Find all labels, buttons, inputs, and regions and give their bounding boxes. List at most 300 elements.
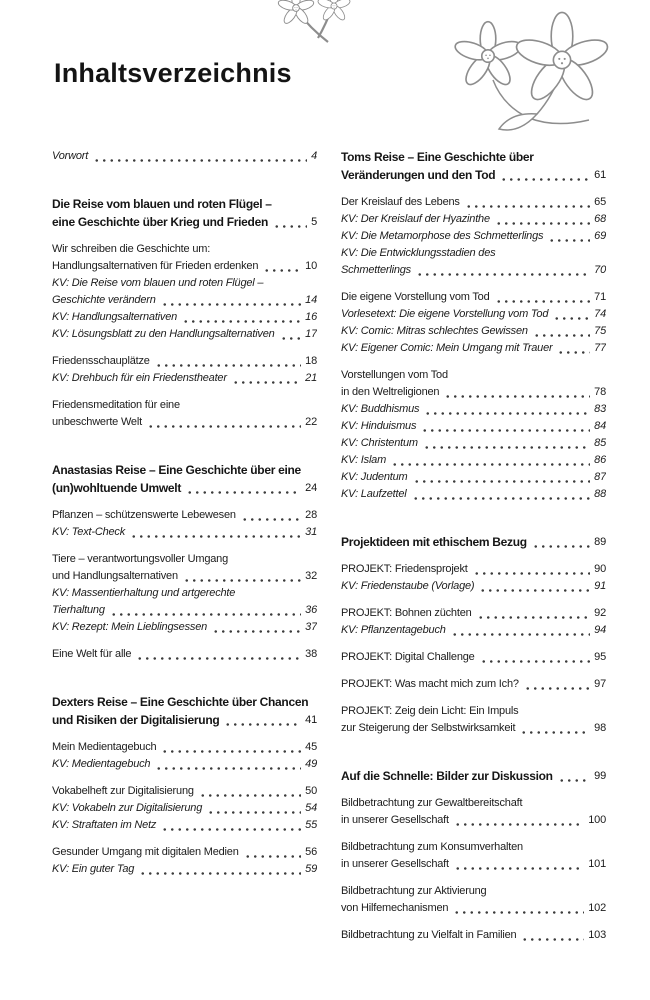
- toc-group: [52, 507, 317, 541]
- entry-text: KV: Ein guter Tag: [52, 863, 135, 875]
- dot-leader: [197, 783, 303, 800]
- toc-entry: [52, 783, 317, 800]
- entry-text: KV: Judentum: [341, 471, 408, 483]
- dot-leader: [239, 507, 303, 524]
- entry-text: zur Steigerung der Selbstwirksamkeit: [341, 722, 516, 734]
- toc-entry: [52, 275, 317, 309]
- entry-text: und Risiken der Digitalisierung: [52, 713, 220, 727]
- toc-line: [341, 605, 606, 622]
- toc-entry: [52, 861, 317, 878]
- toc-entry: [52, 241, 317, 275]
- entry-text: in den Weltreligionen: [341, 386, 440, 398]
- entry-text: KV: Buddhismus: [341, 403, 420, 415]
- toc-line: [341, 435, 606, 452]
- entry-text: KV: Die Metamorphose des Schmetterlings: [341, 230, 544, 242]
- page-number: 83: [594, 403, 606, 415]
- dot-leader: [210, 619, 303, 636]
- toc-section: [341, 533, 606, 737]
- page-number: 74: [594, 308, 606, 320]
- entry-text: unbeschwerte Welt: [52, 416, 142, 428]
- toc-line: [52, 739, 317, 756]
- entry-text: Bildbetrachtung zum Konsumverhalten: [341, 841, 523, 853]
- entry-text: KV: Handlungsalternativen: [52, 311, 178, 323]
- page-number: 98: [594, 722, 606, 734]
- dot-leader: [498, 166, 592, 184]
- page-number: 71: [594, 291, 606, 303]
- toc-line: [341, 533, 606, 551]
- entry-text: KV: Lösungsblatt zu den Handlungsalternativen: [52, 328, 275, 340]
- entry-text: Gesunder Umgang mit digitalen Medien: [52, 846, 239, 858]
- toc-line: [52, 756, 317, 773]
- entry-text: KV: Text-Check: [52, 526, 126, 538]
- dot-leader: [422, 401, 592, 418]
- toc-line: [52, 585, 317, 602]
- toc-entry: [341, 486, 606, 503]
- page-number: 75: [594, 325, 606, 337]
- dot-leader: [452, 856, 586, 873]
- entry-text: eine Geschichte über Krieg und Frieden: [52, 215, 268, 229]
- page-number: 65: [594, 196, 606, 208]
- dot-leader: [419, 418, 592, 435]
- dot-leader: [91, 148, 309, 165]
- toc-group: [341, 927, 606, 944]
- dot-leader: [153, 353, 303, 370]
- toc-column-right: [341, 148, 606, 944]
- page-number: 90: [594, 563, 606, 575]
- toc-section: [52, 195, 317, 431]
- toc-group: [341, 795, 606, 829]
- toc-group: [52, 783, 317, 834]
- toc-line: [52, 461, 317, 479]
- toc-group: [52, 148, 317, 165]
- toc-group: [341, 605, 606, 639]
- toc-line: [52, 353, 317, 370]
- page-number: 78: [594, 386, 606, 398]
- page-number: 24: [305, 482, 317, 494]
- dot-leader: [108, 602, 303, 619]
- toc-entry: [341, 418, 606, 435]
- toc-group: [341, 676, 606, 693]
- entry-text: Wir schreiben die Geschichte um:: [52, 243, 211, 255]
- toc-line: [341, 228, 606, 245]
- entry-text: KV: Hinduismus: [341, 420, 417, 432]
- dot-leader: [475, 605, 593, 622]
- toc-entry: [341, 883, 606, 917]
- page-header: [52, 0, 606, 148]
- dot-leader: [410, 486, 593, 503]
- dot-leader: [522, 676, 592, 693]
- entry-text: Auf die Schnelle: Bilder zur Diskussion: [341, 769, 553, 783]
- toc-line: [52, 602, 317, 619]
- toc-line: [341, 839, 606, 856]
- toc-line: [52, 646, 317, 663]
- toc-entry: [341, 578, 606, 595]
- page-number: 21: [305, 372, 317, 384]
- entry-text: Die eigene Vorstellung vom Tod: [341, 291, 490, 303]
- entry-text: Vorlesetext: Die eigene Vorstellung vom Tod: [341, 308, 549, 320]
- dot-leader: [261, 258, 303, 275]
- toc-group: [52, 739, 317, 773]
- toc-line: [52, 507, 317, 524]
- page-number: 54: [305, 802, 317, 814]
- entry-text: KV: Der Kreislauf der Hyazinthe: [341, 213, 490, 225]
- toc-section: [341, 148, 606, 503]
- toc-line: [341, 856, 606, 873]
- entry-text: Geschichte verändern: [52, 294, 156, 306]
- toc-entry: [341, 323, 606, 340]
- toc-entry: [52, 326, 317, 343]
- entry-text: Friedensschauplätze: [52, 355, 150, 367]
- page-number: 56: [305, 846, 317, 858]
- toc-group: [341, 649, 606, 666]
- entry-text: Vokabelheft zur Digitalisierung: [52, 785, 194, 797]
- toc-entry: [52, 551, 317, 585]
- section-heading: [52, 461, 317, 497]
- toc-entry: [341, 469, 606, 486]
- toc-entry: [341, 676, 606, 693]
- toc-line: [52, 479, 317, 497]
- toc-line: [52, 292, 317, 309]
- page-number: 41: [305, 714, 317, 726]
- dot-leader: [137, 861, 303, 878]
- toc-entry: [52, 646, 317, 663]
- toc-group: [341, 367, 606, 503]
- toc-line: [341, 720, 606, 737]
- section-heading: [341, 148, 606, 184]
- toc-entry: [341, 622, 606, 639]
- page-number: 94: [594, 624, 606, 636]
- toc-line: [341, 578, 606, 595]
- dot-leader: [230, 370, 303, 387]
- toc-line: [52, 693, 317, 711]
- toc-line: [341, 486, 606, 503]
- page-number: 31: [305, 526, 317, 538]
- page-number: 32: [305, 570, 317, 582]
- page-number: 10: [305, 260, 317, 272]
- entry-text: Bildbetrachtung zur Gewaltbereitschaft: [341, 797, 523, 809]
- entry-text: KV: Islam: [341, 454, 387, 466]
- toc-line: [341, 883, 606, 900]
- page-number: 37: [305, 621, 317, 633]
- entry-text: Mein Medientagebuch: [52, 741, 157, 753]
- page-number: 92: [594, 607, 606, 619]
- page-number: 88: [594, 488, 606, 500]
- toc-entry: [341, 306, 606, 323]
- toc-group: [52, 646, 317, 663]
- entry-text: Tiere – verantwortungsvoller Umgang: [52, 553, 229, 565]
- toc-line: [52, 551, 317, 568]
- page-number: 28: [305, 509, 317, 521]
- dot-leader: [414, 262, 592, 279]
- toc-group: [52, 551, 317, 636]
- page-number: 85: [594, 437, 606, 449]
- dot-leader: [551, 306, 592, 323]
- page-number: 68: [594, 213, 606, 225]
- toc-line: [52, 783, 317, 800]
- entry-text: Friedensmeditation für eine: [52, 399, 180, 411]
- entry-text: KV: Eigener Comic: Mein Umgang mit Trauer: [341, 342, 553, 354]
- toc-line: [341, 469, 606, 486]
- toc-line: [341, 812, 606, 829]
- entry-text: PROJEKT: Friedensprojekt: [341, 563, 468, 575]
- dot-leader: [546, 228, 592, 245]
- section-heading: [341, 533, 606, 551]
- toc-line: [341, 384, 606, 401]
- entry-text: KV: Vokabeln zur Digitalisierung: [52, 802, 203, 814]
- dot-leader: [159, 739, 303, 756]
- toc-line: [52, 370, 317, 387]
- toc-line: [341, 194, 606, 211]
- dot-leader: [242, 844, 304, 861]
- toc-line: [341, 561, 606, 578]
- toc-entry: [341, 194, 606, 211]
- toc-line: [52, 861, 317, 878]
- toc-group: [341, 561, 606, 595]
- flowers-sketch-icon: [441, 8, 616, 138]
- toc-entry: [341, 340, 606, 357]
- toc-line: [52, 309, 317, 326]
- page-number: 102: [588, 902, 606, 914]
- toc-group: [52, 844, 317, 878]
- toc-group: [341, 289, 606, 357]
- page-title: Inhaltsverzeichnis: [54, 58, 292, 88]
- entry-text: Projektideen mit ethischem Bezug: [341, 535, 527, 549]
- toc-entry: [52, 507, 317, 524]
- toc-line: [52, 414, 317, 431]
- toc-columns: [52, 148, 606, 944]
- dot-leader: [477, 578, 592, 595]
- toc-line: [341, 166, 606, 184]
- page-number: 84: [594, 420, 606, 432]
- page-number: 91: [594, 580, 606, 592]
- dot-leader: [452, 812, 586, 829]
- toc-entry: [52, 370, 317, 387]
- toc-line: [341, 306, 606, 323]
- entry-text: Tierhaltung: [52, 604, 105, 616]
- page-number: 36: [305, 604, 317, 616]
- entry-text: KV: Die Reise vom blauen und roten Flügel –: [52, 277, 264, 289]
- toc-line: [52, 397, 317, 414]
- entry-text: KV: Straftaten im Netz: [52, 819, 157, 831]
- entry-text: Toms Reise – Eine Geschichte über: [341, 150, 534, 164]
- toc-group: [52, 241, 317, 343]
- toc-line: [52, 568, 317, 585]
- entry-text: und Handlungsalternativen: [52, 570, 178, 582]
- entry-text: Veränderungen und den Tod: [341, 168, 496, 182]
- entry-text: PROJEKT: Was macht mich zum Ich?: [341, 678, 519, 690]
- dot-leader: [181, 568, 303, 585]
- toc-group: [52, 397, 317, 431]
- toc-line: [52, 326, 317, 343]
- toc-entry: [52, 397, 317, 431]
- toc-line: [341, 622, 606, 639]
- toc-line: [52, 148, 317, 165]
- toc-group: [341, 703, 606, 737]
- toc-line: [341, 323, 606, 340]
- toc-entry: [341, 435, 606, 452]
- toc-line: [341, 900, 606, 917]
- toc-entry: [341, 289, 606, 306]
- toc-column-left: [52, 148, 317, 944]
- section-heading: [341, 767, 606, 785]
- page-number: 61: [594, 169, 606, 181]
- page-number: 99: [594, 770, 606, 782]
- entry-text: KV: Friedenstaube (Vorlage): [341, 580, 475, 592]
- entry-text: Die Reise vom blauen und roten Flügel –: [52, 197, 272, 211]
- entry-text: Eine Welt für alle: [52, 648, 132, 660]
- toc-group: [341, 839, 606, 873]
- entry-text: PROJEKT: Zeig dein Licht: Ein Impuls: [341, 705, 519, 717]
- dot-leader: [411, 469, 593, 486]
- page-number: 69: [594, 230, 606, 242]
- toc-entry: [52, 756, 317, 773]
- page-number: 38: [305, 648, 317, 660]
- entry-text: PROJEKT: Digital Challenge: [341, 651, 475, 663]
- page-number: 95: [594, 651, 606, 663]
- toc-line: [341, 367, 606, 384]
- dot-leader: [278, 326, 304, 343]
- page-number: 49: [305, 758, 317, 770]
- toc-entry: [341, 605, 606, 622]
- toc-entry: [52, 619, 317, 636]
- dot-leader: [493, 289, 593, 306]
- toc-line: [341, 452, 606, 469]
- entry-text: KV: Laufzettel: [341, 488, 407, 500]
- entry-text: Vorstellungen vom Tod: [341, 369, 448, 381]
- toc-line: [52, 524, 317, 541]
- toc-line: [52, 241, 317, 258]
- toc-group: [341, 194, 606, 279]
- toc-line: [341, 245, 606, 262]
- entry-text: Vorwort: [52, 150, 89, 162]
- toc-line: [52, 213, 317, 231]
- toc-line: [341, 927, 606, 944]
- entry-text: Dexters Reise – Eine Geschichte über Chancen: [52, 695, 309, 709]
- dot-leader: [471, 561, 593, 578]
- dot-leader: [531, 323, 592, 340]
- dot-leader: [449, 622, 592, 639]
- dot-leader: [271, 213, 309, 231]
- toc-group: [341, 883, 606, 917]
- toc-line: [341, 289, 606, 306]
- page-number: 55: [305, 819, 317, 831]
- toc-section: [341, 767, 606, 944]
- toc-entry: [341, 703, 606, 737]
- entry-text: (un)wohltuende Umwelt: [52, 481, 182, 495]
- page-number: 59: [305, 863, 317, 875]
- toc-line: [341, 418, 606, 435]
- entry-text: PROJEKT: Bohnen züchten: [341, 607, 472, 619]
- toc-entry: [341, 561, 606, 578]
- toc-line: [341, 676, 606, 693]
- dot-leader: [442, 384, 592, 401]
- toc-entry: [52, 817, 317, 834]
- entry-text: KV: Massentierhaltung und artgerechte: [52, 587, 236, 599]
- toc-section: [52, 148, 317, 165]
- page-number: 100: [588, 814, 606, 826]
- dot-leader: [463, 194, 592, 211]
- toc-line: [341, 262, 606, 279]
- toc-entry: [341, 795, 606, 829]
- toc-line: [52, 800, 317, 817]
- toc-line: [341, 649, 606, 666]
- page-number: 50: [305, 785, 317, 797]
- dot-leader: [555, 340, 592, 357]
- toc-line: [52, 844, 317, 861]
- page-number: 101: [588, 858, 606, 870]
- page-number: 22: [305, 416, 317, 428]
- entry-text: KV: Christentum: [341, 437, 418, 449]
- dot-leader: [205, 800, 303, 817]
- dot-leader: [145, 414, 303, 431]
- page-number: 89: [594, 536, 606, 548]
- section-heading: [52, 693, 317, 729]
- entry-text: in unserer Gesellschaft: [341, 814, 449, 826]
- toc-entry: [52, 309, 317, 326]
- dot-leader: [530, 533, 592, 551]
- entry-text: Pflanzen – schützenswerte Lebewesen: [52, 509, 236, 521]
- page-number: 87: [594, 471, 606, 483]
- page-number: 18: [305, 355, 317, 367]
- page-number: 5: [311, 216, 317, 228]
- flower-sprig-icon: [268, 0, 363, 48]
- dot-leader: [421, 435, 592, 452]
- page-number: 14: [305, 294, 317, 306]
- page-number: 70: [594, 264, 606, 276]
- toc-entry: [52, 739, 317, 756]
- toc-line: [52, 258, 317, 275]
- dot-leader: [184, 479, 303, 497]
- toc-line: [52, 275, 317, 292]
- toc-entry: [341, 839, 606, 873]
- toc-entry: [341, 245, 606, 279]
- toc-line: [341, 795, 606, 812]
- toc-line: [52, 817, 317, 834]
- dot-leader: [556, 767, 592, 785]
- dot-leader: [153, 756, 303, 773]
- toc-section: [52, 461, 317, 663]
- entry-text: KV: Comic: Mitras schlechtes Gewissen: [341, 325, 528, 337]
- dot-leader: [518, 720, 592, 737]
- dot-leader: [134, 646, 303, 663]
- toc-line: [341, 767, 606, 785]
- page-number: 16: [305, 311, 317, 323]
- toc-entry: [52, 148, 317, 165]
- toc-entry: [341, 211, 606, 228]
- page-number: 4: [311, 150, 317, 162]
- toc-line: [341, 148, 606, 166]
- toc-line: [52, 711, 317, 729]
- dot-leader: [159, 292, 304, 309]
- section-heading: [52, 195, 317, 231]
- page-number: 77: [594, 342, 606, 354]
- dot-leader: [389, 452, 592, 469]
- toc-line: [341, 211, 606, 228]
- entry-text: Bildbetrachtung zu Vielfalt in Familien: [341, 929, 517, 941]
- entry-text: KV: Pflanzentagebuch: [341, 624, 446, 636]
- page-number: 103: [588, 929, 606, 941]
- page-number: 17: [305, 328, 317, 340]
- toc-group: [52, 353, 317, 387]
- toc-entry: [52, 800, 317, 817]
- toc-entry: [341, 452, 606, 469]
- dot-leader: [519, 927, 586, 944]
- toc-entry: [341, 367, 606, 401]
- toc-entry: [341, 927, 606, 944]
- page-number: 45: [305, 741, 317, 753]
- dot-leader: [222, 711, 303, 729]
- dot-leader: [128, 524, 303, 541]
